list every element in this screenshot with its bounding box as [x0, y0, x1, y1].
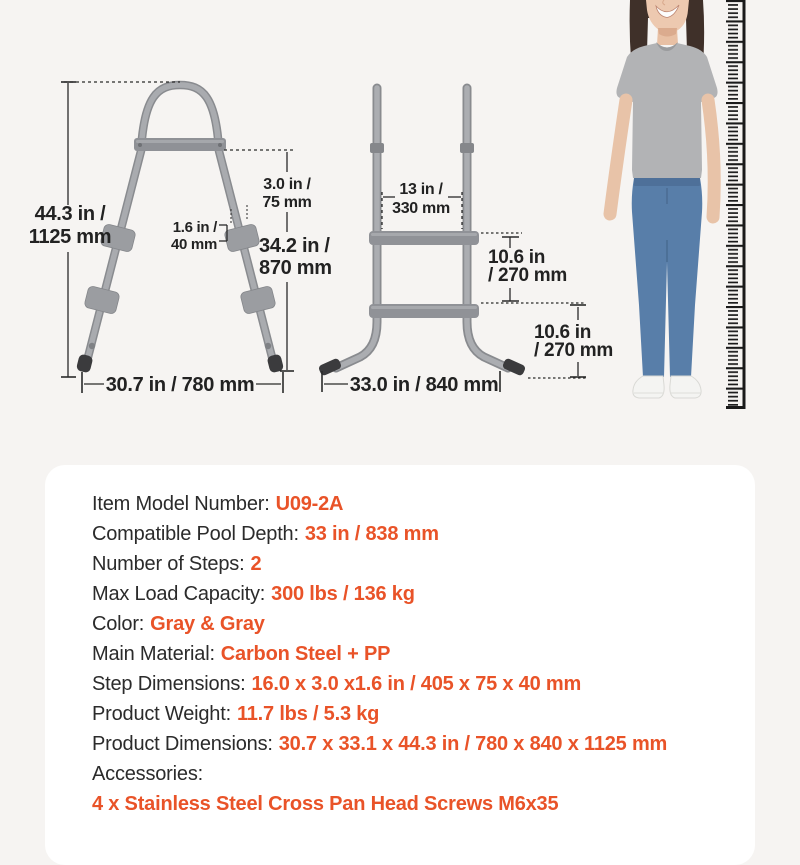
straight-base-width-label: 33.0 in / 840 mm [349, 374, 499, 396]
spec-row-steps [92, 549, 735, 579]
spec-row-material [92, 639, 735, 669]
spec-label: Item Model Number: [92, 493, 270, 515]
spec-row-weight [92, 699, 735, 729]
svg-text:330 mm: 330 mm [392, 200, 450, 217]
spec-label: Step Dimensions: [92, 673, 246, 695]
spec-row-load [92, 579, 735, 609]
spec-label: Compatible Pool Depth: [92, 523, 299, 545]
aframe-top-step [134, 138, 226, 151]
spec-value: 16.0 x 3.0 x1.6 in / 405 x 75 x 40 mm [251, 673, 582, 695]
aframe-step-thickness-label: 1.6 in / [172, 219, 217, 236]
spec-card [45, 465, 755, 865]
spec-value: 33 in / 838 mm [304, 523, 439, 545]
straight-ladder-drawing [318, 88, 527, 376]
straight-step-gap-label: 10.6 in [488, 247, 546, 268]
spec-row-color [92, 609, 735, 639]
spec-value: 2 [250, 553, 262, 575]
spec-label: Max Load Capacity: [92, 583, 266, 605]
spec-row-accessory-item [92, 789, 735, 819]
spec-label: Main Material: [92, 643, 215, 665]
straight-dimension-lines [322, 192, 586, 392]
svg-text:1125 mm: 1125 mm [28, 226, 112, 248]
aframe-base-width-label: 30.7 in / 780 mm [105, 374, 255, 396]
spec-value: U09-2A [275, 493, 344, 515]
svg-text:/ 270 mm: / 270 mm [534, 340, 613, 361]
aframe-total-height-label: 44.3 in / [34, 203, 106, 225]
spec-value: 30.7 x 33.1 x 44.3 in / 780 x 840 x 1125 mm [278, 733, 668, 755]
straight-bottom-height-label: 10.6 in [534, 322, 592, 343]
spec-label: Number of Steps: [92, 553, 245, 575]
spec-value: 300 lbs / 136 kg [271, 583, 415, 605]
spec-value: 11.7 lbs / 5.3 kg [236, 703, 380, 725]
svg-text:870 mm: 870 mm [259, 257, 332, 279]
svg-text:75 mm: 75 mm [262, 194, 312, 211]
aframe-dimension-labels [29, 176, 332, 396]
spec-row-model [92, 489, 735, 519]
straight-step-width-label: 13 in / [399, 181, 443, 198]
person-scale-photo [610, 0, 718, 398]
spec-label: Product Dimensions: [92, 733, 273, 755]
spec-row-step-dimensions [92, 669, 735, 699]
height-ruler [726, 0, 744, 409]
svg-text:/ 270 mm: / 270 mm [488, 265, 567, 286]
spec-label: Product Weight: [92, 703, 231, 725]
aframe-step-depth-label: 3.0 in / [263, 176, 311, 193]
spec-label: Accessories: [92, 763, 203, 785]
spec-row-product-dimensions [92, 729, 735, 759]
svg-text:40 mm: 40 mm [170, 236, 217, 253]
spec-value: Carbon Steel + PP [220, 643, 391, 665]
spec-row-accessories [92, 759, 735, 789]
spec-value: Gray & Gray [150, 613, 265, 635]
spec-value: 4 x Stainless Steel Cross Pan Head Screws M6x35 [92, 793, 559, 815]
straight-dimension-labels [350, 181, 613, 396]
spec-row-pool-depth [92, 519, 735, 549]
aframe-step-height-label: 34.2 in / [259, 235, 330, 257]
spec-label: Color: [92, 613, 145, 635]
